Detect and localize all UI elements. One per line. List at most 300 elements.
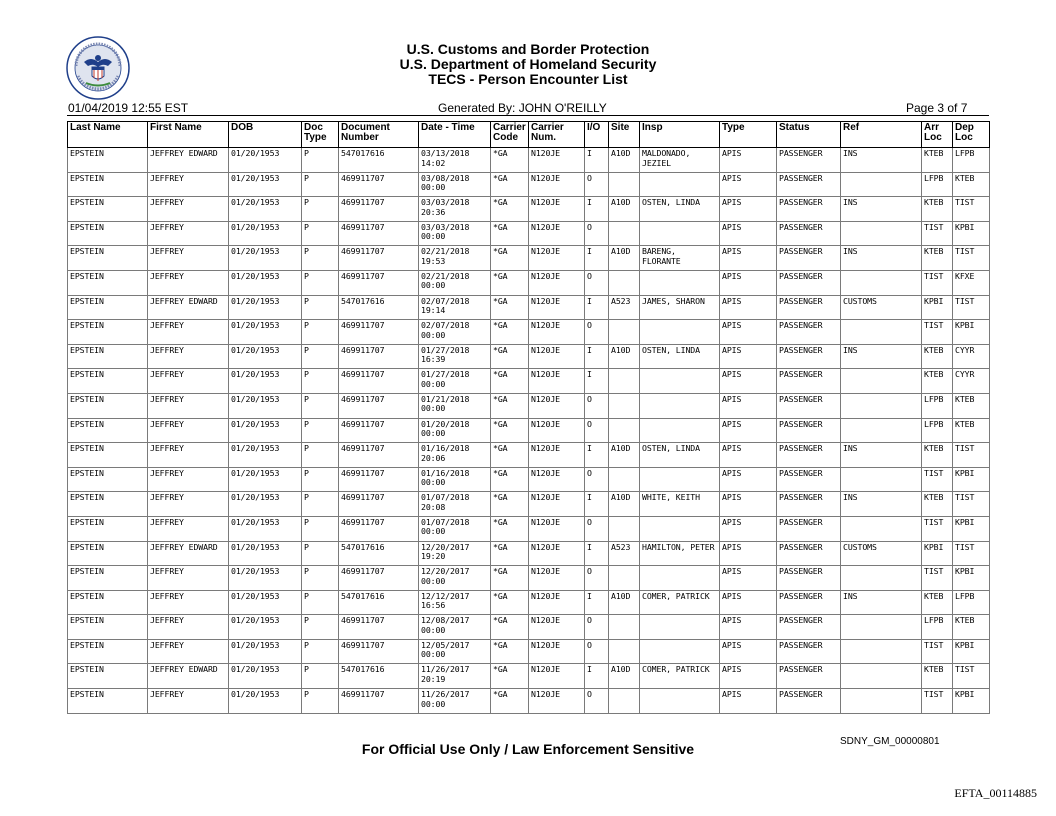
table-cell: EPSTEIN — [68, 689, 148, 714]
table-cell: N120JE — [529, 467, 585, 492]
table-cell: PASSENGER — [777, 541, 841, 566]
table-cell: 01/20/1953 — [229, 393, 302, 418]
table-cell: P — [302, 467, 339, 492]
table-row — [68, 270, 990, 295]
table-cell: KTEB — [922, 197, 953, 222]
table-cell: INS — [841, 246, 922, 271]
column-header: Last Name — [68, 122, 148, 148]
table-cell: *GA — [491, 541, 529, 566]
table-cell: KPBI — [953, 566, 990, 591]
table-cell: A10D — [609, 664, 640, 689]
table-cell: A10D — [609, 344, 640, 369]
table-cell: N120JE — [529, 344, 585, 369]
table-cell: A10D — [609, 148, 640, 173]
table-cell: TIST — [922, 270, 953, 295]
table-body — [68, 148, 990, 714]
table-cell: 01/16/2018 20:06 — [419, 443, 491, 468]
table-cell: KPBI — [953, 689, 990, 714]
table-cell: O — [585, 566, 609, 591]
table-cell: JEFFREY — [148, 320, 229, 345]
table-cell — [841, 566, 922, 591]
table-cell: 01/16/2018 00:00 — [419, 467, 491, 492]
table-cell — [609, 418, 640, 443]
table-cell: 547017616 — [339, 295, 419, 320]
table-cell — [841, 270, 922, 295]
column-header: Date - Time — [419, 122, 491, 148]
table-cell — [609, 566, 640, 591]
table-cell: JEFFREY — [148, 369, 229, 394]
table-cell: P — [302, 664, 339, 689]
table-cell: 01/20/1953 — [229, 639, 302, 664]
table-cell: 12/20/2017 19:20 — [419, 541, 491, 566]
table-cell: COMER, PATRICK — [640, 664, 720, 689]
table-cell: JEFFREY — [148, 492, 229, 517]
table-cell: KTEB — [922, 443, 953, 468]
table-cell: N120JE — [529, 270, 585, 295]
table-cell: 469911707 — [339, 492, 419, 517]
table-cell: 547017616 — [339, 148, 419, 173]
report-title-block — [300, 42, 756, 87]
table-cell: PASSENGER — [777, 393, 841, 418]
table-cell: O — [585, 320, 609, 345]
table-cell: APIS — [720, 369, 777, 394]
table-cell: 01/20/1953 — [229, 492, 302, 517]
table-cell: O — [585, 172, 609, 197]
column-header: Status — [777, 122, 841, 148]
table-cell — [640, 689, 720, 714]
table-cell: 547017616 — [339, 541, 419, 566]
table-cell: P — [302, 443, 339, 468]
table-cell — [609, 369, 640, 394]
table-cell: O — [585, 221, 609, 246]
table-cell: JEFFREY — [148, 393, 229, 418]
table-cell: 12/08/2017 00:00 — [419, 615, 491, 640]
table-cell: JEFFREY — [148, 443, 229, 468]
table-cell: KTEB — [922, 344, 953, 369]
table-cell: PASSENGER — [777, 516, 841, 541]
table-row — [68, 639, 990, 664]
table-cell: PASSENGER — [777, 197, 841, 222]
table-cell: APIS — [720, 148, 777, 173]
table-cell: I — [585, 369, 609, 394]
table-cell: P — [302, 393, 339, 418]
table-cell: 469911707 — [339, 516, 419, 541]
table-cell: PASSENGER — [777, 270, 841, 295]
table-cell: 469911707 — [339, 221, 419, 246]
table-row — [68, 246, 990, 271]
table-cell: *GA — [491, 566, 529, 591]
table-row — [68, 590, 990, 615]
table-cell: *GA — [491, 344, 529, 369]
table-cell: KPBI — [922, 295, 953, 320]
table-cell: N120JE — [529, 148, 585, 173]
table-cell: 12/12/2017 16:56 — [419, 590, 491, 615]
table-cell: P — [302, 295, 339, 320]
table-cell: EPSTEIN — [68, 590, 148, 615]
table-cell: JAMES, SHARON — [640, 295, 720, 320]
table-cell: P — [302, 320, 339, 345]
table-cell: O — [585, 639, 609, 664]
table-cell: APIS — [720, 172, 777, 197]
table-cell: PASSENGER — [777, 492, 841, 517]
table-row — [68, 344, 990, 369]
table-cell: KTEB — [922, 664, 953, 689]
table-cell: 01/20/1953 — [229, 369, 302, 394]
table-cell: P — [302, 615, 339, 640]
table-cell: TIST — [953, 295, 990, 320]
column-header: DOB — [229, 122, 302, 148]
table-cell: KTEB — [922, 369, 953, 394]
table-cell: N120JE — [529, 295, 585, 320]
table-cell: P — [302, 492, 339, 517]
table-cell: *GA — [491, 639, 529, 664]
table-cell: JEFFREY — [148, 197, 229, 222]
table-cell: 03/08/2018 00:00 — [419, 172, 491, 197]
page-indicator: Page 3 of 7 — [906, 101, 968, 115]
table-cell: 03/03/2018 20:36 — [419, 197, 491, 222]
table-cell — [640, 639, 720, 664]
table-cell: N120JE — [529, 320, 585, 345]
table-cell: PASSENGER — [777, 418, 841, 443]
table-cell: EPSTEIN — [68, 295, 148, 320]
table-cell: JEFFREY — [148, 689, 229, 714]
column-header: First Name — [148, 122, 229, 148]
table-cell: 469911707 — [339, 689, 419, 714]
table-cell: *GA — [491, 270, 529, 295]
table-cell: JEFFREY — [148, 172, 229, 197]
table-cell: CYYR — [953, 344, 990, 369]
table-cell: 01/27/2018 00:00 — [419, 369, 491, 394]
table-cell: *GA — [491, 467, 529, 492]
table-cell: JEFFREY — [148, 344, 229, 369]
table-cell: TIST — [922, 639, 953, 664]
table-row — [68, 148, 990, 173]
table-cell — [640, 615, 720, 640]
column-header: Type — [720, 122, 777, 148]
table-cell: 01/20/1953 — [229, 689, 302, 714]
table-cell: APIS — [720, 590, 777, 615]
table-cell: I — [585, 197, 609, 222]
table-cell: 469911707 — [339, 418, 419, 443]
table-cell: APIS — [720, 664, 777, 689]
encounter-table — [67, 121, 990, 714]
table-cell — [640, 172, 720, 197]
table-cell: O — [585, 615, 609, 640]
table-cell: I — [585, 443, 609, 468]
bates-number: SDNY_GM_00000801 — [840, 736, 940, 747]
table-cell: 01/20/1953 — [229, 467, 302, 492]
table-row — [68, 295, 990, 320]
table-cell: *GA — [491, 664, 529, 689]
classification-footer: For Official Use Only / Law Enforcement Sensitive — [361, 741, 695, 757]
table-cell: 01/20/1953 — [229, 541, 302, 566]
table-cell: P — [302, 221, 339, 246]
table-cell: N120JE — [529, 639, 585, 664]
table-cell: KFXE — [953, 270, 990, 295]
table-cell: JEFFREY — [148, 639, 229, 664]
table-cell: OSTEN, LINDA — [640, 443, 720, 468]
table-cell: 01/20/1953 — [229, 566, 302, 591]
table-cell: PASSENGER — [777, 344, 841, 369]
table-cell: *GA — [491, 418, 529, 443]
column-header: Site — [609, 122, 640, 148]
table-cell: O — [585, 393, 609, 418]
table-cell: P — [302, 590, 339, 615]
table-cell: INS — [841, 344, 922, 369]
table-cell: TIST — [953, 541, 990, 566]
column-header: Ref — [841, 122, 922, 148]
table-cell: 469911707 — [339, 369, 419, 394]
table-cell — [841, 664, 922, 689]
table-cell: COMER, PATRICK — [640, 590, 720, 615]
table-cell: APIS — [720, 246, 777, 271]
table-cell: A10D — [609, 197, 640, 222]
generated-by: Generated By: JOHN O'REILLY — [438, 101, 607, 115]
table-cell: 469911707 — [339, 197, 419, 222]
table-cell: I — [585, 148, 609, 173]
table-cell: 469911707 — [339, 566, 419, 591]
table-cell: EPSTEIN — [68, 344, 148, 369]
table-row — [68, 492, 990, 517]
table-cell: TIST — [922, 566, 953, 591]
table-cell: PASSENGER — [777, 295, 841, 320]
table-cell: PASSENGER — [777, 664, 841, 689]
table-cell: O — [585, 418, 609, 443]
table-cell: HAMILTON, PETER — [640, 541, 720, 566]
table-cell: INS — [841, 443, 922, 468]
table-cell: INS — [841, 590, 922, 615]
table-cell: KTEB — [922, 590, 953, 615]
table-cell — [609, 689, 640, 714]
table-cell: JEFFREY — [148, 418, 229, 443]
table-cell — [640, 369, 720, 394]
table-row — [68, 689, 990, 714]
table-cell: EPSTEIN — [68, 615, 148, 640]
table-cell — [609, 467, 640, 492]
table-cell — [640, 418, 720, 443]
table-cell: TIST — [922, 320, 953, 345]
table-cell: N120JE — [529, 246, 585, 271]
table-cell: *GA — [491, 295, 529, 320]
table-cell: APIS — [720, 270, 777, 295]
table-cell: CUSTOMS — [841, 295, 922, 320]
column-header: Arr Loc — [922, 122, 953, 148]
title-report-name: TECS - Person Encounter List — [428, 71, 628, 87]
table-cell: JEFFREY — [148, 467, 229, 492]
table-cell — [841, 172, 922, 197]
table-cell: A523 — [609, 541, 640, 566]
table-cell: 01/20/1953 — [229, 344, 302, 369]
table-row — [68, 516, 990, 541]
table-cell — [841, 639, 922, 664]
table-row — [68, 369, 990, 394]
table-cell: *GA — [491, 516, 529, 541]
table-cell: O — [585, 689, 609, 714]
table-cell: *GA — [491, 492, 529, 517]
table-cell: 01/07/2018 20:08 — [419, 492, 491, 517]
table-cell: KPBI — [922, 541, 953, 566]
table-cell: INS — [841, 492, 922, 517]
efta-number: EFTA_00114885 — [954, 786, 1037, 800]
table-cell: 01/20/1953 — [229, 246, 302, 271]
table-row — [68, 172, 990, 197]
table-cell: EPSTEIN — [68, 246, 148, 271]
table-cell: EPSTEIN — [68, 148, 148, 173]
table-cell: EPSTEIN — [68, 221, 148, 246]
table-cell: JEFFREY — [148, 246, 229, 271]
table-cell: KTEB — [953, 418, 990, 443]
table-row — [68, 664, 990, 689]
table-cell: APIS — [720, 418, 777, 443]
table-cell: 469911707 — [339, 467, 419, 492]
column-header: I/O — [585, 122, 609, 148]
table-cell: LFPB — [922, 393, 953, 418]
table-cell: 469911707 — [339, 172, 419, 197]
table-cell: PASSENGER — [777, 221, 841, 246]
table-cell: PASSENGER — [777, 566, 841, 591]
table-cell: *GA — [491, 172, 529, 197]
table-cell: EPSTEIN — [68, 172, 148, 197]
table-row — [68, 615, 990, 640]
table-cell — [640, 270, 720, 295]
table-cell: KPBI — [953, 320, 990, 345]
table-cell: 01/20/1953 — [229, 320, 302, 345]
title-agency: U.S. Customs and Border Protection — [406, 41, 650, 57]
table-cell: KPBI — [953, 639, 990, 664]
table-cell: EPSTEIN — [68, 443, 148, 468]
table-cell: 01/21/2018 00:00 — [419, 393, 491, 418]
table-cell: *GA — [491, 197, 529, 222]
table-cell — [609, 516, 640, 541]
table-cell: JEFFREY — [148, 566, 229, 591]
table-cell: 01/20/1953 — [229, 172, 302, 197]
table-cell: 469911707 — [339, 344, 419, 369]
table-row — [68, 320, 990, 345]
table-cell: I — [585, 295, 609, 320]
table-cell: P — [302, 541, 339, 566]
report-datetime: 01/04/2019 12:55 EST — [68, 101, 189, 115]
table-cell: KTEB — [922, 246, 953, 271]
table-cell: N120JE — [529, 516, 585, 541]
table-cell: P — [302, 246, 339, 271]
table-cell: A523 — [609, 295, 640, 320]
table-cell: 01/27/2018 16:39 — [419, 344, 491, 369]
table-cell: EPSTEIN — [68, 369, 148, 394]
table-cell — [841, 369, 922, 394]
table-cell: 01/20/1953 — [229, 443, 302, 468]
table-cell: WHITE, KEITH — [640, 492, 720, 517]
table-cell — [841, 516, 922, 541]
table-cell: LFPB — [922, 418, 953, 443]
table-cell: EPSTEIN — [68, 492, 148, 517]
table-cell: PASSENGER — [777, 148, 841, 173]
table-row — [68, 221, 990, 246]
table-cell: KTEB — [953, 172, 990, 197]
table-cell: 11/26/2017 20:19 — [419, 664, 491, 689]
table-cell: LFPB — [953, 590, 990, 615]
table-cell: APIS — [720, 197, 777, 222]
table-cell: 12/20/2017 00:00 — [419, 566, 491, 591]
table-cell — [640, 516, 720, 541]
table-cell: KTEB — [922, 492, 953, 517]
table-cell: PASSENGER — [777, 689, 841, 714]
table-cell: N120JE — [529, 566, 585, 591]
table-cell: CYYR — [953, 369, 990, 394]
column-header: Dep Loc — [953, 122, 990, 148]
table-cell: I — [585, 664, 609, 689]
table-cell: 02/07/2018 19:14 — [419, 295, 491, 320]
table-cell: 469911707 — [339, 443, 419, 468]
table-cell: *GA — [491, 590, 529, 615]
table-cell: 01/07/2018 00:00 — [419, 516, 491, 541]
table-cell: *GA — [491, 369, 529, 394]
table-cell: 469911707 — [339, 393, 419, 418]
table-cell: PASSENGER — [777, 639, 841, 664]
table-cell: INS — [841, 197, 922, 222]
table-cell: APIS — [720, 393, 777, 418]
table-cell: EPSTEIN — [68, 664, 148, 689]
table-cell: 02/21/2018 00:00 — [419, 270, 491, 295]
table-cell: EPSTEIN — [68, 639, 148, 664]
table-cell: PASSENGER — [777, 369, 841, 394]
table-cell: APIS — [720, 689, 777, 714]
column-header: Document Number — [339, 122, 419, 148]
table-cell: N120JE — [529, 197, 585, 222]
table-cell: *GA — [491, 148, 529, 173]
table-cell: TIST — [922, 221, 953, 246]
table-cell: LFPB — [953, 148, 990, 173]
table-cell: 469911707 — [339, 639, 419, 664]
table-cell: 01/20/1953 — [229, 270, 302, 295]
table-cell — [609, 639, 640, 664]
table-cell: N120JE — [529, 590, 585, 615]
table-cell: 11/26/2017 00:00 — [419, 689, 491, 714]
table-cell: 12/05/2017 00:00 — [419, 639, 491, 664]
table-cell: N120JE — [529, 393, 585, 418]
table-cell: O — [585, 516, 609, 541]
table-cell: 01/20/1953 — [229, 590, 302, 615]
table-cell: KTEB — [922, 148, 953, 173]
table-cell: 01/20/1953 — [229, 221, 302, 246]
table-cell: P — [302, 639, 339, 664]
table-cell: TIST — [953, 197, 990, 222]
table-cell — [609, 615, 640, 640]
table-cell: 01/20/1953 — [229, 148, 302, 173]
table-cell: N120JE — [529, 664, 585, 689]
table-cell: P — [302, 566, 339, 591]
table-cell — [841, 418, 922, 443]
table-cell — [640, 221, 720, 246]
table-cell: EPSTEIN — [68, 270, 148, 295]
table-cell: APIS — [720, 492, 777, 517]
table-cell: N120JE — [529, 689, 585, 714]
table-cell: JEFFREY — [148, 221, 229, 246]
table-cell: INS — [841, 148, 922, 173]
table-cell: 01/20/1953 — [229, 295, 302, 320]
table-cell: APIS — [720, 541, 777, 566]
table-cell: JEFFREY — [148, 615, 229, 640]
table-cell: BARENG, FLORANTE — [640, 246, 720, 271]
table-cell: PASSENGER — [777, 590, 841, 615]
table-cell: 01/20/1953 — [229, 418, 302, 443]
table-cell: *GA — [491, 615, 529, 640]
table-cell: OSTEN, LINDA — [640, 197, 720, 222]
column-header: Carrier Num. — [529, 122, 585, 148]
table-cell: APIS — [720, 639, 777, 664]
table-cell: PASSENGER — [777, 246, 841, 271]
table-cell: I — [585, 492, 609, 517]
table-cell: I — [585, 344, 609, 369]
